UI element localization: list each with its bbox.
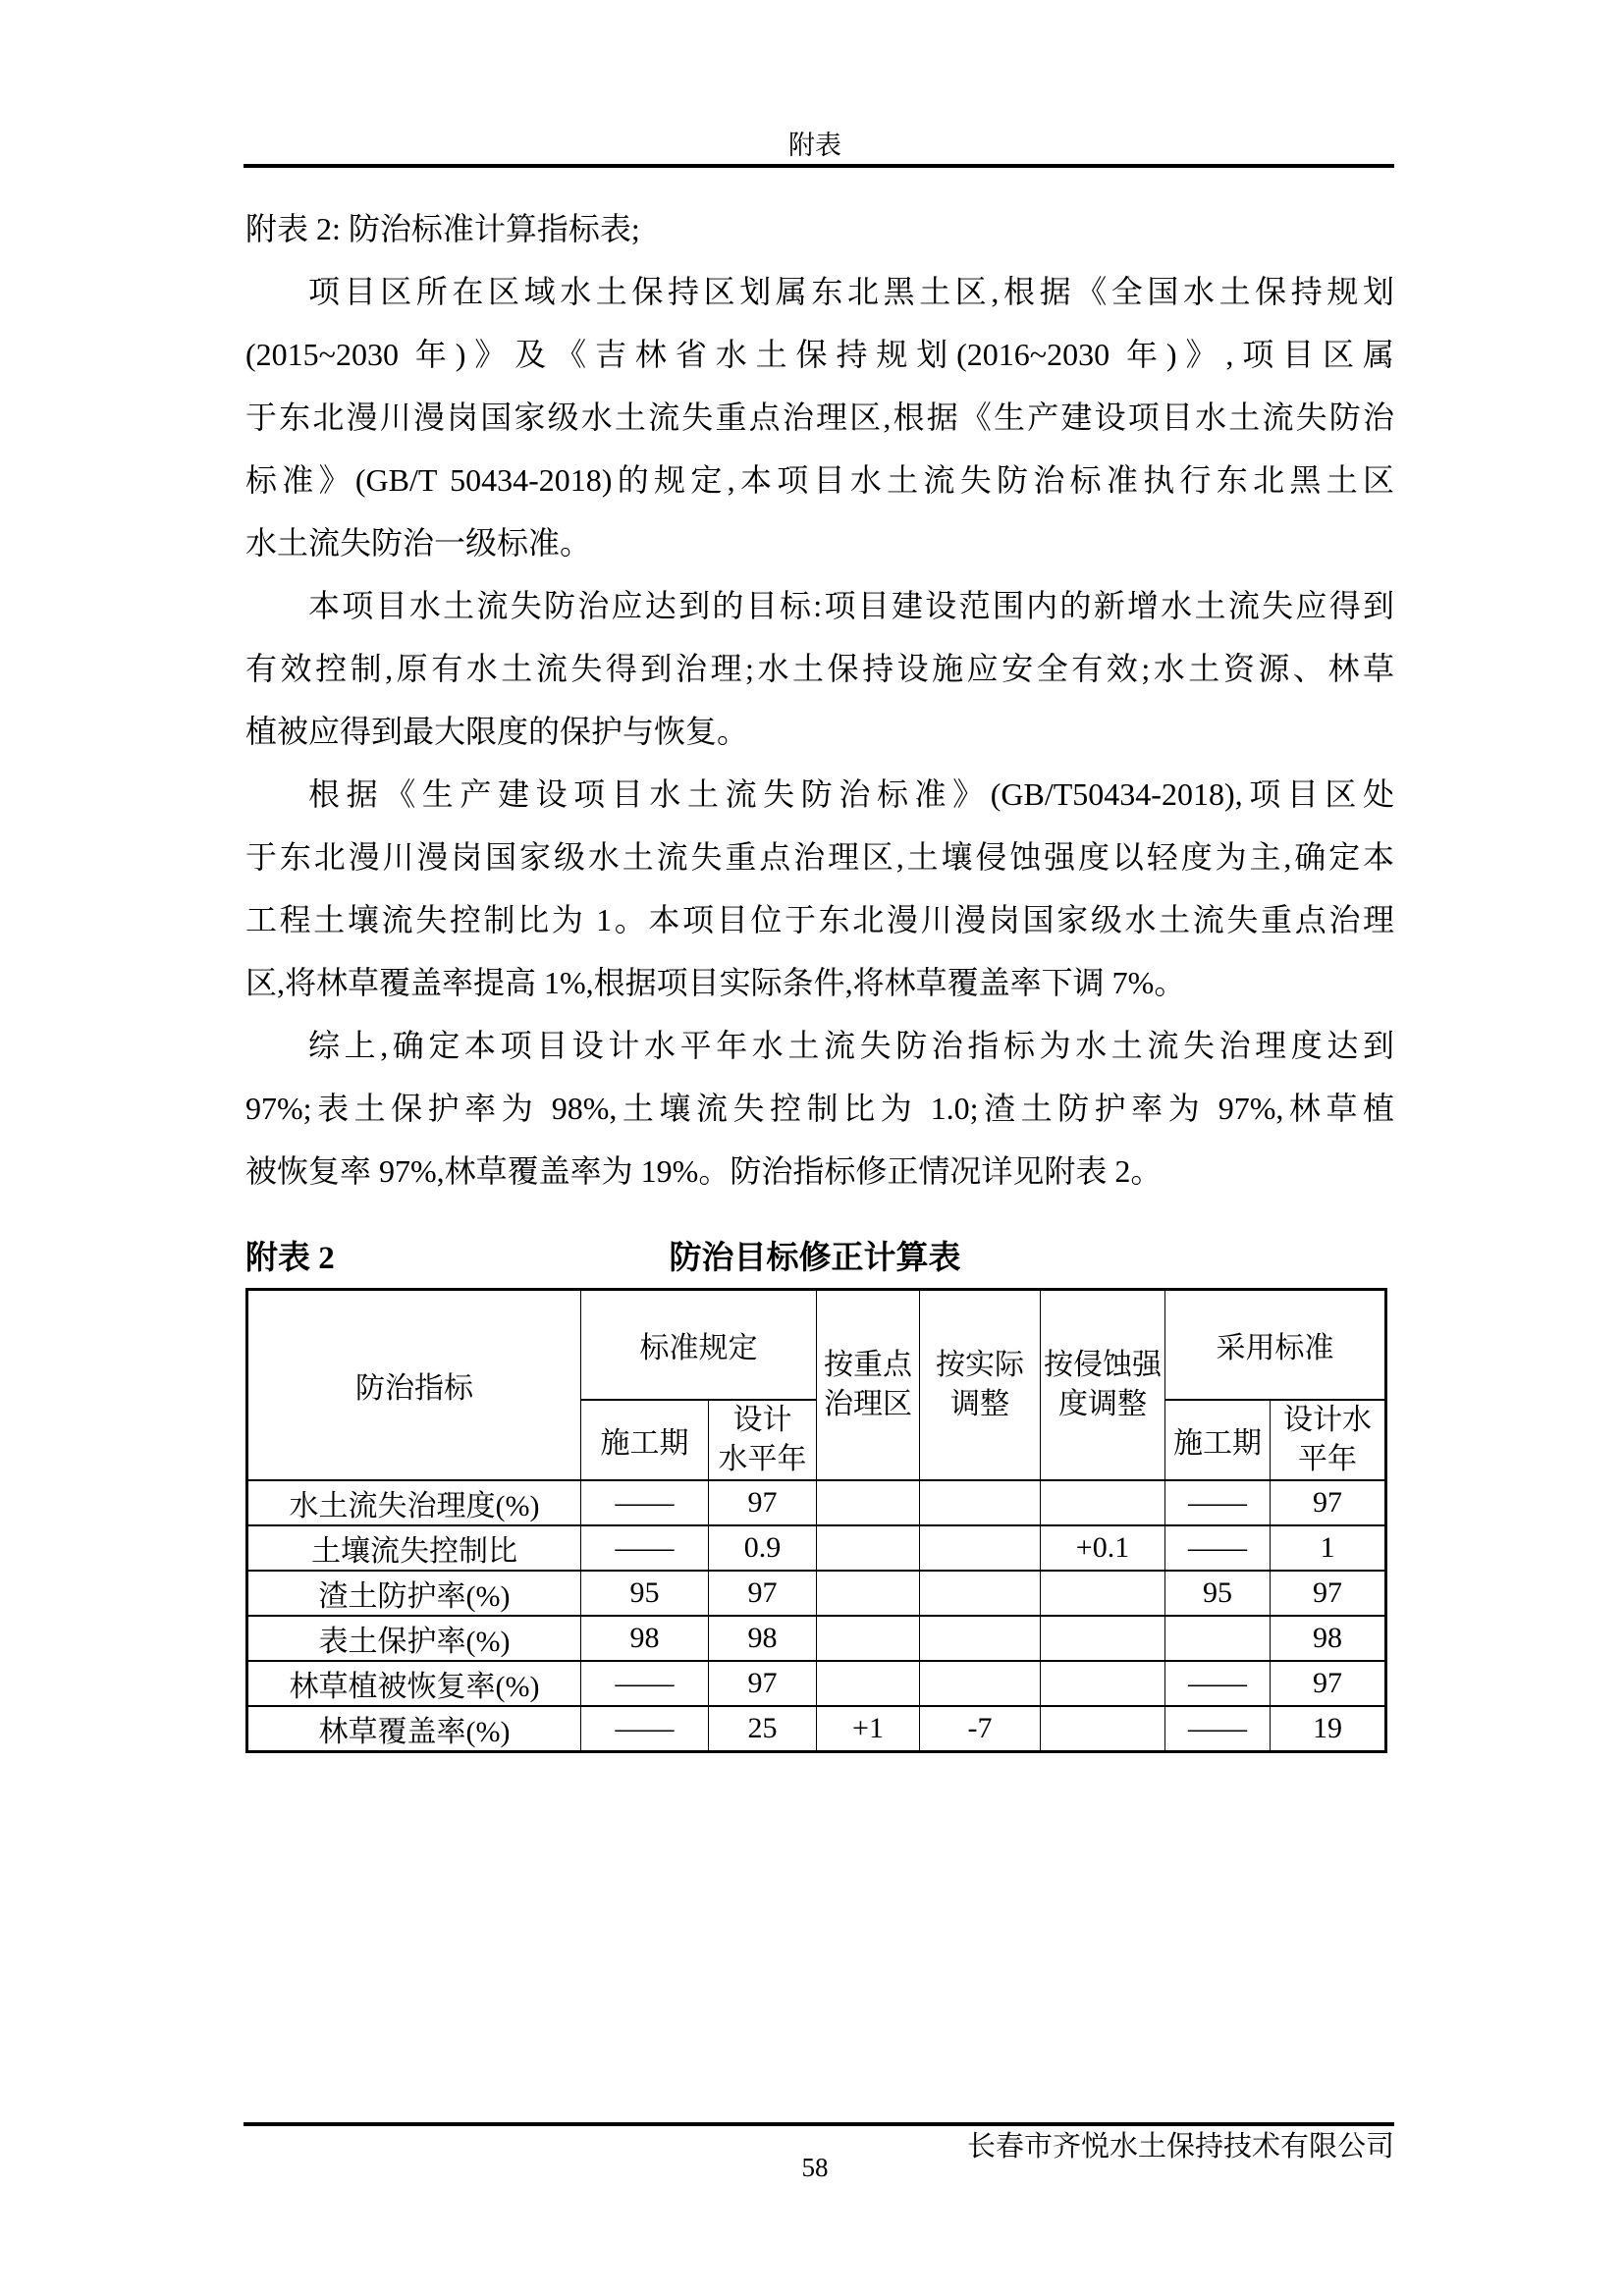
paragraph-line: 植被应得到最大限度的保护与恢复。: [245, 714, 749, 749]
value-cell: [817, 1571, 920, 1616]
paragraph-line: 于东北漫川漫岗国家级水土流失重点治理区,土壤侵蚀强度以轻度为主,确定本: [245, 839, 1394, 875]
value-cell: 0.9: [709, 1525, 817, 1571]
header-construction-1-cell: 施工期: [581, 1400, 709, 1480]
value-cell: 97: [709, 1480, 817, 1525]
value-cell: +0.1: [1041, 1525, 1165, 1571]
paragraph-line: 根据《生产建设项目水土流失防治标准》(GB/T50434-2018),项目区处: [308, 776, 1394, 812]
header-standard-group-cell: 标准规定: [581, 1290, 817, 1400]
header-actual-adjust-line1: 按实际: [936, 1348, 1024, 1381]
header-actual-adjust-cell: [920, 1290, 1041, 1480]
paragraph-line: 水土流失防治一级标准。: [245, 525, 592, 561]
paragraph-line: 工程土壤流失控制比为 1。本项目位于东北漫川漫岗国家级水土流失重点治理: [245, 902, 1394, 937]
body-text: [245, 197, 1394, 1202]
header-adopted-group-cell: 采用标准: [1165, 1290, 1386, 1400]
value-cell: ——: [581, 1480, 709, 1525]
indicator-label-cell: 水土流失治理度(%): [247, 1480, 581, 1525]
value-cell: +1: [817, 1706, 920, 1752]
value-cell: [920, 1616, 1041, 1661]
value-cell: [1165, 1616, 1271, 1661]
header-design-2-line1: 设计水: [1283, 1403, 1372, 1436]
value-cell: [920, 1480, 1041, 1525]
value-cell: [817, 1480, 920, 1525]
table-caption-title: 防治目标修正计算表: [669, 1241, 961, 1276]
header-key-area-cell: [817, 1290, 920, 1480]
header-erosion-adjust-cell: [1041, 1290, 1165, 1480]
value-cell: [817, 1616, 920, 1661]
value-cell: [817, 1661, 920, 1706]
value-cell: 95: [581, 1571, 709, 1616]
value-cell: 95: [1165, 1571, 1271, 1616]
value-cell: 19: [1271, 1706, 1386, 1752]
footer-page-number: 58: [801, 2153, 829, 2182]
header-design-1-line2: 水平年: [718, 1442, 807, 1475]
header-design-2-line2: 平年: [1298, 1442, 1357, 1475]
footer-company: 长春市齐悦水土保持技术有限公司: [966, 2131, 1394, 2163]
table-row: [247, 1571, 1386, 1616]
table-row: [247, 1525, 1386, 1571]
value-cell: [920, 1571, 1041, 1616]
paragraph-line: 项目区所在区域水土保持区划属东北黑土区,根据《全国水土保持规划: [308, 274, 1394, 309]
header-design-1-line1: 设计: [732, 1403, 792, 1436]
table-caption-label: 附表 2: [245, 1241, 335, 1276]
value-cell: 98: [1271, 1616, 1386, 1661]
header-design-2-cell: [1271, 1400, 1386, 1480]
value-cell: [1041, 1616, 1165, 1661]
table-row: [247, 1616, 1386, 1661]
value-cell: ——: [1165, 1661, 1271, 1706]
table-caption: [245, 1233, 1384, 1284]
correction-table: [245, 1288, 1387, 1753]
indicator-label-cell: 土壤流失控制比: [247, 1525, 581, 1571]
value-cell: [920, 1525, 1041, 1571]
header-erosion-adjust-line2: 度调整: [1058, 1387, 1147, 1420]
header-key-area-line1: 按重点: [824, 1348, 912, 1381]
paragraph-line: 有效控制,原有水土流失得到治理;水土保持设施应安全有效;水土资源、林草: [245, 651, 1394, 686]
value-cell: 97: [709, 1661, 817, 1706]
value-cell: 98: [709, 1616, 817, 1661]
paragraph-line: 于东北漫川漫岗国家级水土流失重点治理区,根据《生产建设项目水土流失防治: [245, 400, 1394, 435]
value-cell: [817, 1525, 920, 1571]
paragraph-line: 附表 2: 防治标准计算指标表;: [245, 211, 640, 246]
table-row: [247, 1480, 1386, 1525]
paragraph-line: (2015~2030 年)》及《吉林省水土保持规划(2016~2030 年)》,项目区属: [245, 337, 1394, 372]
value-cell: 98: [581, 1616, 709, 1661]
header-actual-adjust-line2: 调整: [950, 1387, 1009, 1420]
header-design-1-cell: [709, 1400, 817, 1480]
value-cell: 25: [709, 1706, 817, 1752]
value-cell: [1041, 1571, 1165, 1616]
paragraph-line: 97%;表土保护率为 98%,土壤流失控制比为 1.0;渣土防护率为 97%,林草植: [245, 1091, 1394, 1126]
value-cell: ——: [581, 1706, 709, 1752]
value-cell: 97: [1271, 1661, 1386, 1706]
paragraph-line: 区,将林草覆盖率提高 1%,根据项目实际条件,将林草覆盖率下调 7%。: [245, 965, 1186, 1000]
value-cell: [1041, 1661, 1165, 1706]
table-row: [247, 1706, 1386, 1752]
indicator-label-cell: 林草覆盖率(%): [247, 1706, 581, 1752]
value-cell: [1041, 1706, 1165, 1752]
value-cell: ——: [1165, 1706, 1271, 1752]
value-cell: 97: [1271, 1480, 1386, 1525]
value-cell: [1041, 1480, 1165, 1525]
footer-rule: [244, 2122, 1394, 2126]
value-cell: 1: [1271, 1525, 1386, 1571]
indicator-label-cell: 表土保护率(%): [247, 1616, 581, 1661]
header-construction-2-cell: 施工期: [1165, 1400, 1271, 1480]
value-cell: -7: [920, 1706, 1041, 1752]
value-cell: 97: [1271, 1571, 1386, 1616]
header-indicator-cell: 防治指标: [247, 1290, 581, 1480]
indicator-label-cell: 渣土防护率(%): [247, 1571, 581, 1616]
paragraph-line: 被恢复率 97%,林草覆盖率为 19%。防治指标修正情况详见附表 2。: [245, 1153, 1163, 1189]
paragraph-line: 综上,确定本项目设计水平年水土流失防治指标为水土流失治理度达到: [308, 1028, 1394, 1063]
header-key-area-line2: 治理区: [824, 1387, 912, 1420]
header-erosion-adjust-line1: 按侵蚀强: [1044, 1348, 1162, 1381]
paragraph-line: 本项目水土流失防治应达到的目标:项目建设范围内的新增水土流失应得到: [308, 588, 1394, 623]
value-cell: 97: [709, 1571, 817, 1616]
indicator-label-cell: 林草植被恢复率(%): [247, 1661, 581, 1706]
table-header-row: [247, 1290, 1386, 1400]
table-row: [247, 1661, 1386, 1706]
paragraph-line: 标准》(GB/T 50434-2018)的规定,本项目水土流失防治标准执行东北黑土区: [245, 462, 1394, 498]
value-cell: ——: [581, 1661, 709, 1706]
running-header-title: 附表: [788, 131, 841, 160]
header-rule: [244, 164, 1394, 168]
value-cell: ——: [581, 1525, 709, 1571]
value-cell: [920, 1661, 1041, 1706]
value-cell: ——: [1165, 1525, 1271, 1571]
value-cell: ——: [1165, 1480, 1271, 1525]
